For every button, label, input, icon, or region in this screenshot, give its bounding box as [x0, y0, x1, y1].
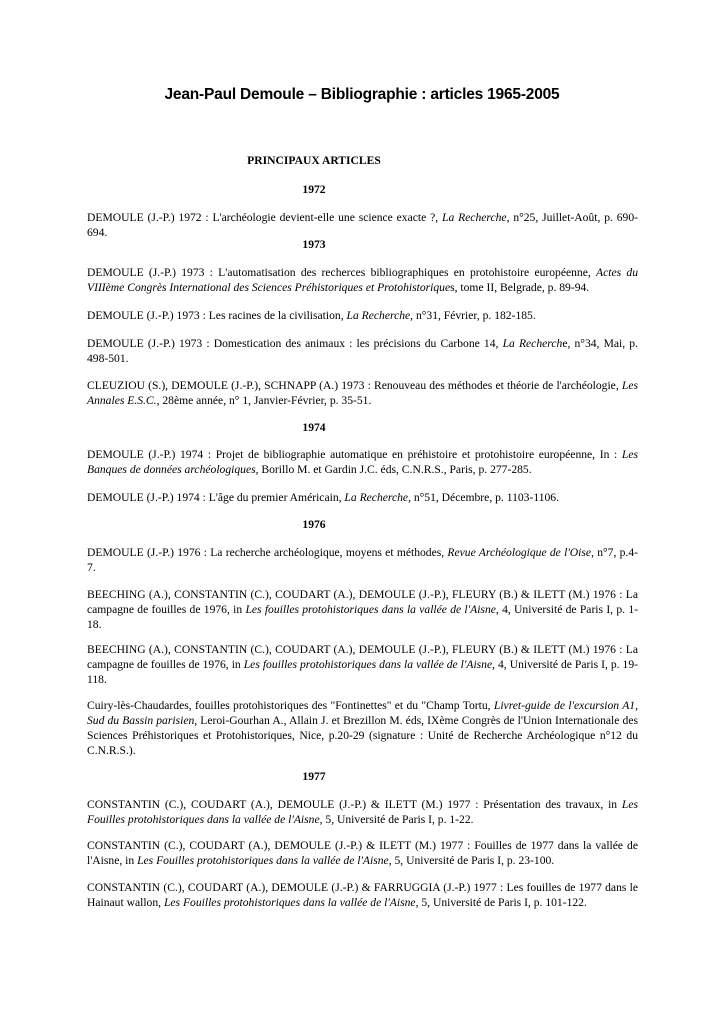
year-heading-1977: 1977	[302, 770, 326, 783]
bibliography-entry: CLEUZIOU (S.), DEMOULE (J.-P.), SCHNAPP (A.) 1973 : Renouveau des méthodes et théorie de l'archéologie, Les Annales E.S.C., 28ème année, n° 1, Janvier-Février, p. 35-51.	[87, 379, 638, 407]
document-title: Jean-Paul Demoule – Bibliographie : articles 1965-2005	[164, 86, 560, 103]
bibliography-entry: BEECHING (A.), CONSTANTIN (C.), COUDART (A.), DEMOULE (J.-P.), FLEURY (B.) & ILETT (M.) 1976 : La campagne de fouilles de 1976, in Les fouilles protohistoriques dans la vallée de l'Aisne, 4, Université de Paris I, p. 1-18.	[87, 588, 638, 631]
year-heading-1972: 1972	[302, 183, 326, 196]
year-heading-1976: 1976	[302, 518, 326, 531]
bibliography-entry: Cuiry-lès-Chaudardes, fouilles protohistoriques des "Fontinettes" et du "Champ Tortu, Livret-guide de l'excursion A1, Sud du Bassin parisien, Leroi-Gourhan A., Allain J. et Brezillon M. éds, IXème Congrès de l'Union Internationale des Sciences Préhistoriques et Protohistoriques, Nice, p.20-29 (signature : Unité de Recherche Archéologique n°12 du C.N.R.S.).	[87, 699, 638, 757]
bibliography-entry: CONSTANTIN (C.), COUDART (A.), DEMOULE (J.-P.) & ILETT (M.) 1977 : Présentation des travaux, in Les Fouilles protohistoriques dans la vallée de l'Aisne, 5, Université de Paris I, p. 1-22.	[87, 798, 638, 826]
bibliography-entry: BEECHING (A.), CONSTANTIN (C.), COUDART (A.), DEMOULE (J.-P.), FLEURY (B.) & ILETT (M.) 1976 : La campagne de fouilles de 1976, in Les fouilles protohistoriques dans la vallée de l'Aisne, 4, Université de Paris I, p. 19-118.	[87, 643, 638, 686]
bibliography-entry: DEMOULE (J.-P.) 1973 : L'automatisation des recherces bibliographiques en protohistoire européenne, Actes du VIIIème Congrès International des Sciences Préhistoriques et Protohistoriques, tome II, Belgrade, p. 89-94.	[87, 266, 638, 294]
bibliography-entry: DEMOULE (J.-P.) 1972 : L'archéologie devient-elle une science exacte ?, La Recherche, n°25, Juillet-Août, p. 690-694.	[87, 211, 638, 239]
bibliography-entry: CONSTANTIN (C.), COUDART (A.), DEMOULE (J.-P.) & FARRUGGIA (J.-P.) 1977 : Les fouilles de 1977 dans le Hainaut wallon, Les Fouilles protohistoriques dans la vallée de l'Aisne, 5, Université de Paris I, p. 101-122.	[87, 881, 638, 909]
bibliography-entry: DEMOULE (J.-P.) 1973 : Les racines de la civilisation, La Recherche, n°31, Février, p. 182-185.	[87, 309, 536, 322]
bibliography-entry: DEMOULE (J.-P.) 1974 : L'âge du premier Américain, La Recherche, n°51, Décembre, p. 1103-1106.	[87, 491, 559, 504]
bibliography-entry: DEMOULE (J.-P.) 1974 : Projet de bibliographie automatique en préhistoire et protohistoire européenne, In : Les Banques de données archéologiques, Borillo M. et Gardin J.C. éds, C.N.R.S., Paris, p. 277-285.	[87, 448, 638, 476]
year-heading-1973: 1973	[302, 238, 326, 251]
section-heading: PRINCIPAUX ARTICLES	[247, 154, 381, 167]
bibliography-entry: DEMOULE (J.-P.) 1973 : Domestication des animaux : les précisions du Carbone 14, La Recherche, n°34, Mai, p. 498-501.	[87, 337, 639, 365]
year-heading-1974: 1974	[302, 421, 326, 434]
bibliography-entry: DEMOULE (J.-P.) 1976 : La recherche archéologique, moyens et méthodes, Revue Archéologique de l'Oise, n°7, p.4-7.	[87, 546, 638, 574]
bibliography-entry: CONSTANTIN (C.), COUDART (A.), DEMOULE (J.-P.) & ILETT (M.) 1977 : Fouilles de 1977 dans la vallée de l'Aisne, in Les Fouilles protohistoriques dans la vallée de l'Aisne, 5, Université de Paris I, p. 23-100.	[87, 839, 638, 867]
